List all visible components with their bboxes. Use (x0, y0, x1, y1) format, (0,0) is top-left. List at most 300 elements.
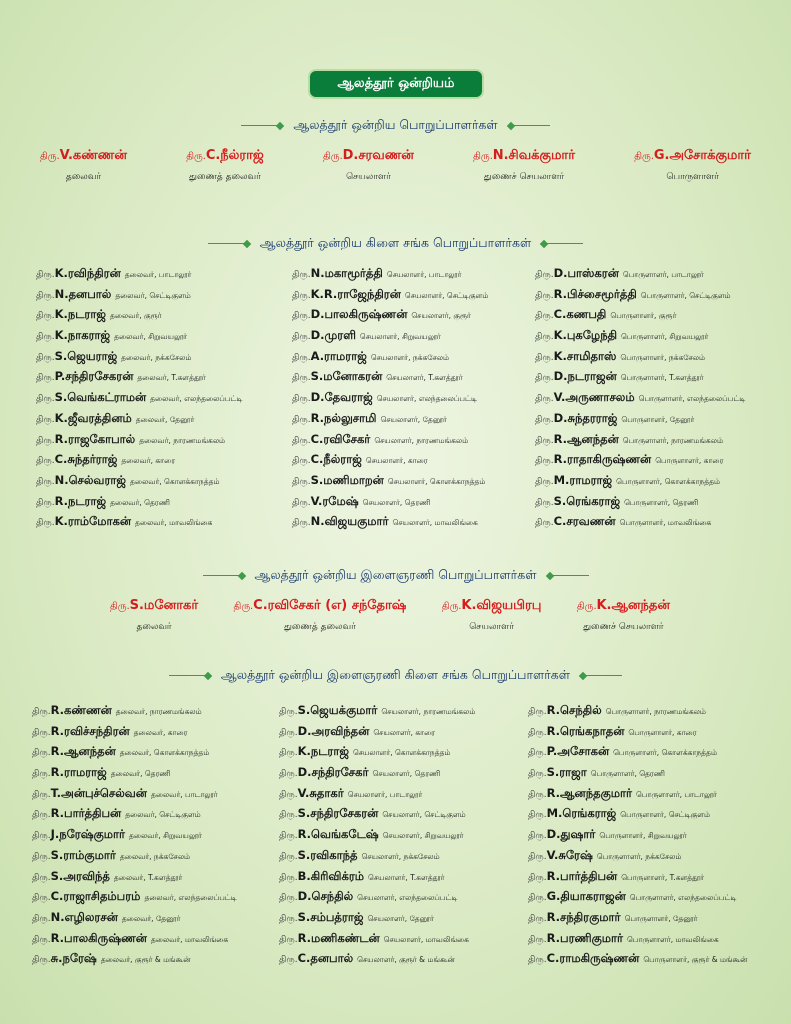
officer-name: N.சிவக்குமார் (492, 148, 575, 163)
member-position: தலைவர், பாடாலூர் (150, 789, 218, 799)
member-entry (36, 411, 242, 432)
section-heading-union-officers (0, 117, 791, 134)
name-prefix: திரு. (292, 394, 311, 405)
member-name: N.மகாமூர்த்தி (310, 266, 383, 280)
name-prefix: திரு. (279, 810, 298, 821)
member-entry (535, 411, 745, 432)
name-prefix: திரு. (473, 151, 493, 162)
member-position: பொருளாளர், தெரணி (590, 769, 665, 779)
member-entry (36, 473, 242, 494)
member-entry (32, 848, 237, 869)
name-prefix: திரு. (292, 332, 311, 343)
member-name: R.மணிகண்டன் (297, 930, 380, 945)
member-name: K.ரவிந்திரன் (54, 266, 121, 280)
member-name: R.வெங்கடேஷ் (297, 827, 379, 842)
member-name: R.ராஜகோபால் (54, 431, 136, 446)
member-name: D.நடராஜன் (553, 369, 617, 384)
member-position: பொருளாளர், செட்டிகுளம் (620, 810, 711, 820)
member-entry (528, 786, 747, 807)
left-ornament (208, 241, 250, 247)
member-name: K.புகழேந்தி (553, 328, 617, 343)
name-prefix: திரு. (36, 518, 55, 529)
member-name: N.செல்வராஜ் (54, 472, 126, 487)
member-entry (279, 744, 475, 765)
member-position: தலைவர், கொளக்காநத்தம் (129, 476, 220, 486)
name-prefix: திரு. (528, 707, 547, 717)
officer-name: C.நீல்ராஜ் (205, 148, 264, 163)
name-prefix: திரு. (32, 810, 51, 821)
member-name: C.தனபால் (297, 951, 354, 966)
member-name: S.வெங்கட்ராமன் (54, 390, 147, 405)
member-name: R.ரவிச்சந்திரன் (50, 723, 130, 738)
branch-column-treasurers (535, 266, 745, 535)
member-position: தலைவர், காரை (121, 456, 176, 466)
left-ornament (169, 673, 211, 679)
member-name: V.சுரேஷ் (546, 847, 593, 862)
member-entry (528, 724, 747, 745)
member-name: M.ரெங்கராஜ் (546, 806, 617, 821)
branch-column-presidents (36, 266, 242, 535)
member-position: செயலாளர், காரை (365, 456, 428, 466)
member-position: செயலாளர், நக்கசேலம் (361, 851, 440, 861)
name-prefix: திரு. (233, 601, 254, 612)
member-entry (32, 931, 237, 952)
member-entry (292, 452, 488, 473)
member-entry (528, 827, 747, 848)
member-position: பொருளாளர், கொளக்காநத்தம் (616, 476, 721, 486)
union-officers-row (40, 148, 751, 183)
member-position: தலைவர், மாவலிங்கை (150, 934, 229, 944)
name-prefix: திரு. (32, 851, 51, 862)
name-prefix: திரு. (634, 151, 654, 162)
member-position: பொருளாளர், குரூர் & மங்கூன் (643, 955, 748, 965)
member-name: J.நரேஷ்குமார் (50, 827, 126, 842)
member-position: பொருளாளர், T.களத்தூர் (620, 373, 704, 383)
member-entry (279, 765, 475, 786)
member-position: செயலாளர், சிறுவயலூர் (382, 831, 464, 841)
member-position: தலைவர், சிறுவயலூர் (114, 332, 188, 342)
name-prefix: திரு. (292, 414, 311, 425)
member-position: செயலாளர், செட்டிகுளம் (382, 810, 466, 820)
member-position: செயலாளர், எலந்தலைப்பட்டி (376, 394, 477, 404)
member-position: தலைவர், காரை (133, 727, 188, 737)
member-entry (528, 931, 747, 952)
member-entry (36, 328, 242, 349)
member-name: D.முரளி (310, 328, 356, 343)
member-position: பொருளாளர், எலந்தலைப்பட்டி (638, 394, 746, 404)
officer-name: K.ஆனந்தன் (596, 598, 670, 613)
member-name: D.தேவராஜ் (310, 390, 373, 405)
member-entry (535, 514, 745, 535)
member-name: R.நல்லுசாமி (310, 410, 377, 425)
member-name: R.பிச்சைமூர்த்தி (553, 286, 637, 301)
member-entry (292, 390, 488, 411)
name-prefix: திரு. (535, 311, 554, 322)
member-position: பொருளாளர், தெரணி (624, 497, 699, 507)
member-entry (279, 951, 475, 972)
member-entry (279, 786, 475, 807)
name-prefix: திரு. (292, 435, 311, 446)
member-name: S.மனோகரன் (310, 369, 383, 384)
right-ornament (547, 573, 589, 579)
member-position: பொருளாளர், தேனூர் (621, 414, 695, 424)
member-position: தலைவர், தேனூர் (135, 414, 195, 424)
member-name: K.நடராஜ் (297, 744, 349, 759)
name-prefix: திரு. (441, 601, 462, 612)
member-name: R.ரெங்கநாதன் (546, 723, 625, 738)
officer-card (473, 148, 575, 183)
member-name: G.தியாகராஜன் (546, 889, 626, 904)
officer-name: K.விஜயபிரபு (461, 598, 542, 613)
name-prefix: திரு. (279, 831, 298, 842)
section-heading-text: ஆலத்தூர் ஒன்றிய பொறுப்பாளர்கள் (293, 117, 498, 132)
member-name: R.செந்தில் (546, 703, 602, 717)
member-entry (535, 390, 745, 411)
member-position: செயலாளர், மாவலிங்கை (383, 934, 469, 944)
member-name: C.சரவணன் (553, 514, 616, 529)
member-name: C.சுந்தர்ராஜ் (54, 452, 118, 467)
name-prefix: திரு. (292, 456, 311, 467)
member-position: தலைவர், மாவலிங்கை (135, 518, 213, 528)
officer-post: தலைவர் (136, 622, 172, 632)
name-prefix: திரு. (528, 831, 547, 842)
member-position: பொருளாளர், T.களத்தூர் (621, 872, 704, 882)
name-prefix: திரு. (36, 435, 55, 446)
member-entry (279, 889, 475, 910)
officer-post: பொருளாளர் (666, 172, 719, 182)
member-name: K.சாமிதாஸ் (553, 348, 617, 363)
name-prefix: திரு. (32, 748, 51, 759)
member-position: தலைவர், தெரணி (110, 497, 170, 507)
youth-branch-column-presidents (32, 703, 237, 972)
name-prefix: திரு. (528, 810, 547, 821)
section-heading-youth-officers (0, 567, 791, 584)
member-position: தலைவர், செட்டிகுளம் (115, 290, 191, 300)
member-name: R.ராமராஜ் (50, 765, 107, 780)
member-entry (279, 724, 475, 745)
member-entry (36, 266, 242, 287)
member-position: செயலாளர், சிறுவயலூர் (359, 332, 441, 342)
name-prefix: திரு. (32, 955, 51, 966)
officer-name: S.மனோகர் (129, 598, 199, 613)
name-prefix: திரு. (535, 332, 554, 343)
member-position: செயலாளர், மாவலிங்கை (392, 518, 478, 528)
member-name: K.ஜீவரத்தினம் (54, 410, 132, 425)
member-position: பொருளாளர், நாரணமங்கலம் (622, 435, 723, 445)
name-prefix: திரு. (279, 707, 298, 717)
officer-name: C.ரவிசேகர் (எ) சந்தோஷ் (253, 598, 407, 613)
member-position: பொருளாளர், நக்கசேலம் (596, 851, 682, 861)
member-name: D.பாலகிருஷ்ணன் (310, 307, 408, 322)
member-entry (36, 287, 242, 308)
name-prefix: திரு. (292, 270, 311, 280)
officer-card (110, 598, 198, 633)
member-name: D.சந்திரசேகர் (297, 765, 369, 780)
officer-name: G.அசோக்குமார் (653, 148, 751, 163)
member-position: செயலாளர், தெரணி (372, 769, 441, 779)
name-prefix: திரு. (292, 518, 311, 529)
member-entry (528, 889, 747, 910)
member-entry (528, 744, 747, 765)
member-position: பொருளாளர், மாவலிங்கை (627, 934, 719, 944)
member-position: செயலாளர், குரூர் (411, 311, 471, 321)
officer-post: செயலாளர் (469, 622, 514, 632)
member-position: தலைவர், தெரணி (110, 769, 171, 779)
member-name: C.ராஜாசிதம்பரம் (50, 889, 141, 904)
member-name: D.செந்தில் (297, 889, 354, 904)
member-entry (32, 869, 237, 890)
member-entry (292, 432, 488, 453)
member-position: செயலாளர், காரை (373, 727, 436, 737)
member-entry (279, 848, 475, 869)
name-prefix: திரு. (535, 394, 554, 405)
name-prefix: திரு. (528, 872, 547, 883)
name-prefix: திரு. (279, 769, 298, 780)
member-name: T.அன்புச்செல்வன் (50, 785, 147, 800)
name-prefix: திரு. (528, 851, 547, 862)
member-entry (292, 328, 488, 349)
name-prefix: திரு. (40, 151, 60, 162)
name-prefix: திரு. (292, 290, 311, 301)
member-entry (528, 806, 747, 827)
member-position: தலைவர், பாடாலூர் (124, 270, 192, 279)
member-entry (32, 910, 237, 931)
member-position: தலைவர், குரூர் (109, 311, 162, 321)
name-prefix: திரு. (535, 476, 554, 487)
member-position: செயலாளர், நாரணமங்கலம் (374, 435, 469, 445)
member-name: S.ரவிகாந்த் (297, 847, 358, 862)
section-heading-text: ஆலத்தூர் ஒன்றிய கிளை சங்க பொறுப்பாளர்கள் (259, 235, 532, 250)
officer-card (234, 598, 407, 633)
member-position: தலைவர், நாரணமங்கலம் (115, 707, 202, 716)
member-position: தலைவர், நாரணமங்கலம் (139, 435, 226, 445)
member-position: பொருளாளர், நாரணமங்கலம் (605, 707, 706, 716)
name-prefix: திரு. (186, 151, 206, 162)
member-entry (292, 411, 488, 432)
member-entry (32, 889, 237, 910)
member-entry (535, 307, 745, 328)
member-position: செயலாளர், நாரணமங்கலம் (381, 707, 476, 716)
youth-branch-column-secretaries (279, 703, 475, 972)
member-name: B.கிரிவிக்ரம் (297, 868, 365, 883)
officer-card (323, 148, 414, 183)
section-heading-branch-officers (0, 235, 791, 252)
member-entry (528, 869, 747, 890)
member-position: செயலாளர், T.களத்தூர் (386, 373, 463, 383)
officer-card (40, 148, 127, 183)
member-name: P.சந்திரசேகரன் (54, 369, 134, 384)
name-prefix: திரு. (32, 893, 51, 904)
name-prefix: திரு. (279, 913, 298, 924)
member-name: C.நீல்ராஜ் (310, 452, 362, 467)
member-entry (32, 827, 237, 848)
member-name: A.ராமராஜ் (310, 348, 367, 363)
name-prefix: திரு. (292, 476, 311, 487)
member-entry (279, 703, 475, 724)
name-prefix: திரு. (279, 893, 298, 904)
name-prefix: திரு. (535, 518, 554, 529)
member-name: R.நடராஜ் (54, 493, 107, 508)
member-name: R.ஆனந்தன் (50, 744, 116, 759)
member-entry (528, 910, 747, 931)
member-entry (32, 951, 237, 972)
member-name: R.பார்த்திபன் (546, 868, 618, 883)
member-entry (528, 951, 747, 972)
member-position: பொருளாளர், எலந்தலைப்பட்டி (629, 893, 737, 903)
member-position: தலைவர், நக்கசேலம் (119, 851, 191, 861)
officer-post: செயலாளர் (346, 172, 391, 182)
name-prefix: திரு. (36, 290, 55, 301)
member-name: R.ஆனந்தன் (553, 431, 619, 446)
member-name: S.அரவிந்த் (50, 868, 110, 883)
name-prefix: திரு. (32, 872, 51, 883)
name-prefix: திரு. (292, 352, 311, 363)
member-position: செயலாளர், பாடாலூர் (386, 270, 462, 279)
name-prefix: திரு. (292, 373, 311, 384)
name-prefix: திரு. (110, 601, 130, 612)
name-prefix: திரு. (535, 352, 554, 363)
name-prefix: திரு. (576, 601, 597, 612)
officer-post: தலைவர் (65, 172, 102, 182)
name-prefix: திரு. (279, 789, 298, 800)
member-entry (535, 349, 745, 370)
member-name: D.சுந்தரராஜ் (553, 410, 618, 425)
member-name: C.கணபதி (553, 307, 607, 322)
member-name: S.ரெங்கராஜ் (553, 493, 621, 508)
member-position: செயலாளர், தேனூர் (367, 913, 434, 923)
branch-column-secretaries (292, 266, 488, 535)
member-name: M.ராமராஜ் (553, 472, 613, 487)
name-prefix: திரு. (528, 934, 547, 945)
member-entry (279, 910, 475, 931)
name-prefix: திரு. (32, 913, 51, 924)
member-position: செயலாளர், நக்கசேலம் (370, 352, 449, 362)
name-prefix: திரு. (32, 789, 51, 800)
member-name: V.ரமேஷ் (310, 493, 359, 508)
union-title-badge: ஆலத்தூர் ஒன்றியம் (310, 71, 482, 97)
member-position: பொருளாளர், காரை (628, 727, 697, 737)
member-position: செயலாளர், தெரணி (362, 497, 431, 507)
name-prefix: திரு. (36, 456, 55, 467)
member-entry (32, 744, 237, 765)
member-entry (535, 328, 745, 349)
member-name: K.R.ராஜேந்திரன் (310, 286, 401, 301)
member-position: தலைவர், T.களத்தூர் (137, 373, 206, 383)
member-position: பொருளாளர், செட்டிகுளம் (640, 290, 731, 300)
right-ornament (541, 241, 583, 247)
member-entry (36, 390, 242, 411)
officer-post: துணைச் செயலாளர் (583, 622, 664, 632)
name-prefix: திரு. (32, 934, 51, 945)
member-entry (279, 806, 475, 827)
member-entry (292, 369, 488, 390)
member-position: பொருளாளர், குரூர் (610, 311, 677, 321)
name-prefix: திரு. (36, 332, 55, 343)
member-position: தலைவர், நக்கசேலம் (121, 352, 192, 362)
name-prefix: திரு. (528, 893, 547, 904)
name-prefix: திரு. (32, 727, 51, 738)
member-position: பொருளாளர், சிறுவயலூர் (599, 831, 687, 841)
member-entry (535, 369, 745, 390)
member-position: செயலாளர், செட்டிகுளம் (404, 290, 489, 300)
member-entry (292, 349, 488, 370)
member-entry (292, 473, 488, 494)
name-prefix: திரு. (528, 789, 547, 800)
youth-officers-row (110, 598, 670, 633)
name-prefix: திரு. (279, 748, 298, 759)
member-name: C.ராமகிருஷ்ணன் (546, 951, 640, 966)
right-ornament (508, 123, 550, 129)
member-entry (292, 307, 488, 328)
name-prefix: திரு. (36, 352, 55, 363)
member-name: R.சந்திரகுமார் (546, 909, 621, 924)
member-entry (535, 266, 745, 287)
member-name: S.ராஜா (546, 765, 587, 780)
officer-post: துணைத் தலைவர் (189, 172, 261, 182)
member-name: R.பாலகிருஷ்ணன் (50, 930, 147, 945)
member-entry (528, 703, 747, 724)
member-entry (36, 452, 242, 473)
member-entry (36, 369, 242, 390)
member-name: R.பரணிகுமார் (546, 930, 624, 945)
member-position: பொருளாளர், பாடாலூர் (636, 789, 717, 799)
name-prefix: திரு. (279, 851, 298, 862)
name-prefix: திரு. (36, 311, 55, 322)
member-name: N.எழிலரசன் (50, 909, 118, 924)
youth-branch-column-treasurers (528, 703, 747, 972)
officer-card (634, 148, 751, 183)
member-entry (279, 931, 475, 952)
member-position: பொருளாளர், சிறுவயலூர் (621, 332, 709, 342)
member-position: பொருளாளர், காரை (655, 456, 724, 466)
name-prefix: திரு. (279, 872, 298, 883)
name-prefix: திரு. (36, 497, 55, 508)
member-name: R.கண்ணன் (50, 703, 112, 717)
member-entry (36, 494, 242, 515)
member-position: பொருளாளர், கொளக்காநத்தம் (613, 748, 717, 758)
member-name: D.பாஸ்கரன் (553, 266, 619, 280)
left-ornament (241, 123, 283, 129)
member-name: N.தனபால் (54, 286, 112, 301)
member-position: பொருளாளர், பாடாலூர் (622, 270, 704, 279)
name-prefix: திரு. (528, 913, 547, 924)
member-position: செயலாளர், T.களத்தூர் (368, 872, 445, 882)
member-entry (292, 266, 488, 287)
member-entry (32, 703, 237, 724)
member-position: பொருளாளர், நக்கசேலம் (620, 352, 705, 362)
member-position: செயலாளர், குரூர் & மங்கூன் (357, 955, 455, 965)
member-name: D.அரவிந்தன் (297, 723, 370, 738)
member-name: S.சம்பத்ராஜ் (297, 909, 364, 924)
name-prefix: திரு. (535, 290, 554, 301)
member-name: R.ஆனந்தகுமார் (546, 785, 633, 800)
member-entry (36, 307, 242, 328)
name-prefix: திரு. (32, 831, 51, 842)
member-position: பொருளாளர், மாவலிங்கை (619, 518, 712, 528)
member-name: S.ஜெயராஜ் (54, 348, 118, 363)
member-name: R.பார்த்திபன் (50, 806, 122, 821)
member-position: பொருளாளர், தேனூர் (624, 913, 698, 923)
member-entry (36, 349, 242, 370)
member-name: K.நாகராஜ் (54, 328, 111, 343)
name-prefix: திரு. (535, 456, 554, 467)
section-heading-youth-branch-officers (0, 667, 791, 684)
member-position: தலைவர், எலந்தலைப்பட்டி (150, 394, 243, 404)
name-prefix: திரு. (292, 311, 311, 322)
member-entry (36, 514, 242, 535)
member-position: தலைவர், குரூர் & மங்கூன் (100, 955, 191, 965)
section-heading-text: ஆலத்தூர் ஒன்றிய இளைஞரணி கிளை சங்க பொறுப்பாளர்கள் (220, 667, 571, 682)
